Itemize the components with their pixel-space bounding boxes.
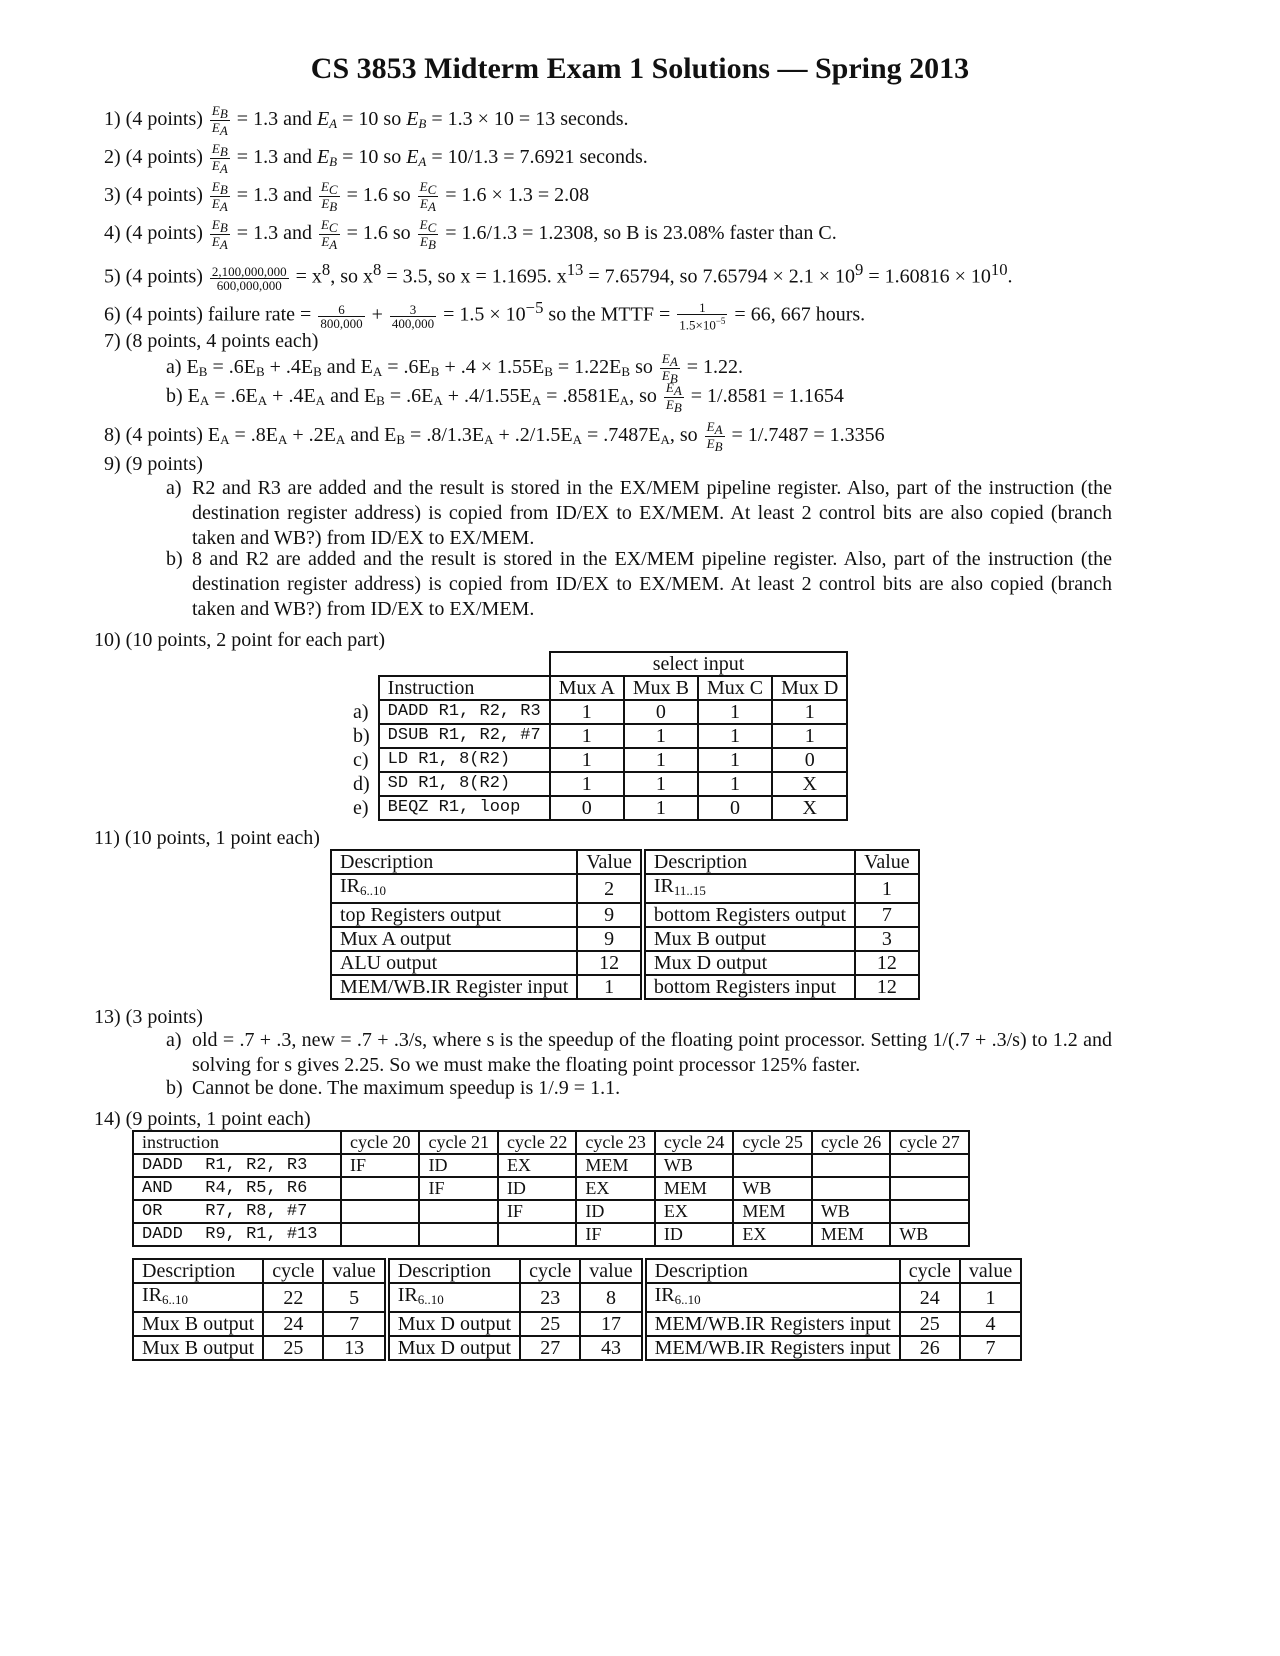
table-row: Mux B output 24 7 Mux D output 25 17 MEM/WB.IR Registers input 25 4 [133,1312,1021,1336]
answer-14: 14) (9 points, 1 point each) [94,1108,311,1130]
table-row: DADD R1, R2, R3 IF ID EX MEM WB [133,1154,969,1177]
answer-9: 9) (9 points) [104,453,203,475]
cycle-values-table: Description cycle value Description cycle value Description cycle value $IR_{6..10}$ 22 5 $IR_{6..10}$ 23 8 $IR_{6..10}$ 24 1 Mux B output 24 7 Mux D output 25 17 MEM/WB.IR Registers input 25 4 Mux B output 25 13 Mux D output 27 43 MEM/WB.IR Registers input 26 7 [132,1258,1022,1361]
table-row: $IR_{6..10}$ 22 5 $IR_{6..10}$ 23 8 $IR_{6..10}$ 24 1 [133,1283,1021,1312]
answer-2: 2) (4 points) $\frac{E_B}{E_A}$ = 1.3 and $E_B = 10$ so $E_A = 10/1.3 = 7.6921$ seconds. [104,141,648,176]
answer-7: 7) (8 points, 4 points each) [104,330,319,352]
fraction: $\frac{E_B}{E_A}$ [211,103,228,138]
answer-13b: b) Cannot be done. The maximum speedup is 1/.9 = 1.1. [166,1077,621,1099]
table-row: b) DSUB R1, R2, #7 1 1 1 1 [345,724,847,748]
pipeline-table: instruction cycle 20 cycle 21 cycle 22 cycle 23 cycle 24 cycle 25 cycle 26 cycle 27 DADD R1, R2, R3 IF ID EX MEM WB AND R4, R5, R6 IF ID EX MEM WB OR R7, R8, #7 IF ID EX MEM WB DADD R9, R1, #13 IF ID EX MEM WB [132,1130,970,1247]
table-row: $IR_{6..10}$ 2 $IR_{11..15}$ 1 [331,874,919,903]
answer-6: 6) (4 points) failure rate = $\frac{6}{800,000}$ + $\frac{3}{400,000}$ = $1.5 \times 10^{-5}$ so the MTTF = $\frac{1}{1.5\times 10^{-5}}$ = 66, 667 hours. [104,298,866,333]
table-row: OR R7, R8, #7 IF ID EX MEM WB [133,1200,969,1223]
table-header: select input [550,652,848,676]
answer-9b: b) 8 and R2 are added and the result is stored in the EX/MEM pipeline register. Also, part of the instruction (the destination register address) is copied from ID/EX to EX/MEM. At least 2 control bits are also copied (branch taken and WB?) from ID/EX to EX/MEM. [166,548,1112,620]
table-row: AND R4, R5, R6 IF ID EX MEM WB [133,1177,969,1200]
table-row: Mux B output 25 13 Mux D output 27 43 MEM/WB.IR Registers input 26 7 [133,1336,1021,1360]
table-row: e) BEQZ R1, loop 0 1 0 X [345,796,847,820]
table-row: c) LD R1, 8(R2) 1 1 1 0 [345,748,847,772]
answer-3: 3) (4 points) $\frac{E_B}{E_A}$ = 1.3 and $\frac{E_C}{E_B}$ = 1.6 so $\frac{E_C}{E_A}$ = 1.6 × 1.3 = 2.08 [104,179,590,214]
table-row: a) DADD R1, R2, R3 1 0 1 1 [345,700,847,724]
table-row: MEM/WB.IR Register input 1 bottom Registers input 12 [331,975,919,999]
answer-13a: a) old = .7 + .3, new = .7 + .3/s, where s is the speedup of the floating point processor. Setting 1/(.7 + .3/s) to 1.2 and solving for s gives 2.25. So we must make the floating point processor 125% faster. [166,1029,1112,1076]
answer-7a: a) $E_B = .6E_B + .4E_B$ and $E_A = .6E_B + .4 \times 1.55E_B = 1.22E_B$ so $\frac{E_A}{E_B}$ = 1.22. [166,351,744,386]
table-row: ALU output 12 Mux D output 12 [331,951,919,975]
answer-4: 4) (4 points) $\frac{E_B}{E_A}$ = 1.3 and $\frac{E_C}{E_A}$ = 1.6 so $\frac{E_C}{E_B}$ = 1.6/1.3 = 1.2308, so B is 23.08% faster than C. [104,217,837,252]
answer-9a: a) R2 and R3 are added and the result is stored in the EX/MEM pipeline register. Also, part of the instruction (the destination register address) is copied from ID/EX to EX/MEM. At least 2 control bits are also copied (branch taken and WB?) from ID/EX to EX/MEM. [166,477,1112,549]
table-row: DADD R9, R1, #13 IF ID EX MEM WB [133,1223,969,1246]
answer-13: 13) (3 points) [94,1006,203,1028]
answer-5: 5) (4 points) $\frac{2,100,000,000}{600,000,000}$ = $x^8$, so $x^8 = 3.5$, so x = 1.1695. $x^{13} = 7.65794$, so $7.65794 \times 2.1 \times 10^9 = 1.60816 \times 10^{10}$. [104,260,1013,293]
answer-10: 10) (10 points, 2 point for each part) [94,629,386,651]
table-row: Mux A output 9 Mux B output 3 [331,927,919,951]
page-title: CS 3853 Midterm Exam 1 Solutions — Spring 2013 [310,52,970,85]
answer-11: 11) (10 points, 1 point each) [94,827,320,849]
mux-table: select input Instruction Mux A Mux B Mux C Mux D a) DADD R1, R2, R3 1 0 1 1 b) DSUB R1, R2, #7 1 1 1 1 c) LD R1, 8(R2) 1 1 1 0 d) SD R1, 8(R2) 1 1 1 X e) BEQZ R1, loop 0 1 0 X [345,651,848,821]
table-row: top Registers output 9 bottom Registers output 7 [331,903,919,927]
table-row: d) SD R1, 8(R2) 1 1 1 X [345,772,847,796]
answer-8: 8) (4 points) $E_A = .8E_A + .2E_A$ and $E_B = .8/1.3E_A + .2/1.5E_A = .7487E_A$, so $\frac{E_A}{E_B}$ = 1/.7487 = 1.3356 [104,419,885,454]
answer-7b: b) $E_A = .6E_A + .4E_A$ and $E_B = .6E_A + .4/1.55E_A = .8581E_A$, so $\frac{E_A}{E_B}$ = 1/.8581 = 1.1654 [166,380,844,415]
table-header: Instruction [379,676,550,700]
register-values-table: Description Value Description Value $IR_{6..10}$ 2 $IR_{11..15}$ 1 top Registers output 9 bottom Registers output 7 Mux A output 9 Mux B output 3 ALU output 12 Mux D output 12 MEM/WB.IR Register input 1 bottom Registers input 12 [330,849,920,1000]
answer-1: 1) (4 points) $\frac{E_B}{E_A}$ = 1.3 and $E_A = 10$ so $E_B = 1.3 \times 10 = 13$ seconds. [104,103,629,138]
